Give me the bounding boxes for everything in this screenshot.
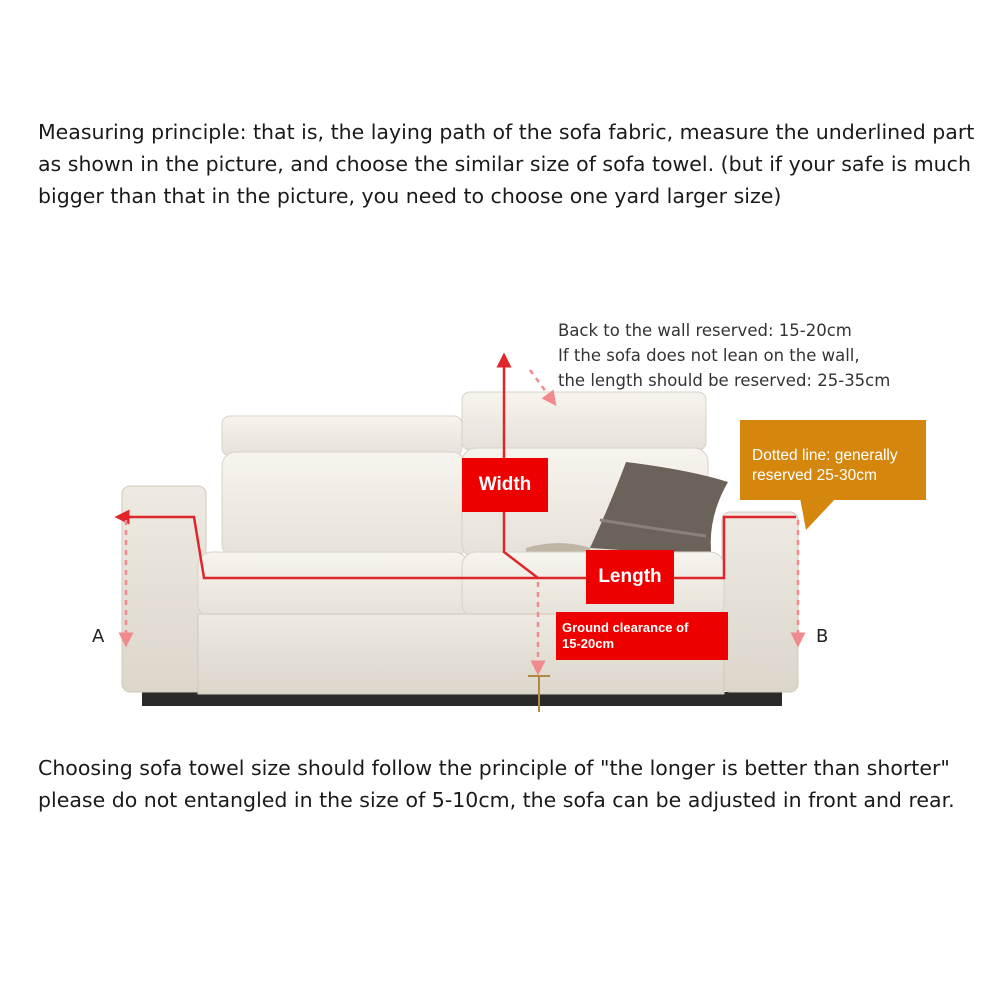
callout-line-1: Dotted line: generally [752, 447, 898, 464]
ground-clearance-label [556, 612, 728, 660]
wall-note-line-2: If the sofa does not lean on the wall, [558, 346, 860, 365]
ground-line-1: Ground clearance of [562, 620, 689, 635]
outro-paragraph: Choosing sofa towel size should follow the principle of "the longer is better than shorter" please do not entangled in the size of 5-10cm, the sofa can be adjusted in front and rear. [38, 756, 955, 812]
wall-reserve-note [558, 318, 890, 393]
width-label: Width [462, 458, 548, 512]
ground-line-2: 15-20cm [562, 636, 615, 651]
wall-note-line-1: Back to the wall reserved: 15-20cm [558, 321, 852, 340]
dotted-line-callout [740, 420, 926, 500]
intro-paragraph: Measuring principle: that is, the laying path of the sofa fabric, measure the underlined part as shown in the picture, and choose the similar size of sofa towel. (but if your safe is much bigger than that in the picture, you need to choose one yard larger size) [38, 120, 975, 208]
callout-line-2: reserved 25-30cm [752, 467, 877, 484]
length-label: Length [586, 550, 674, 604]
label-a: A [92, 626, 105, 647]
label-b: B [816, 626, 829, 647]
wall-note-line-3: the length should be reserved: 25-35cm [558, 371, 891, 390]
